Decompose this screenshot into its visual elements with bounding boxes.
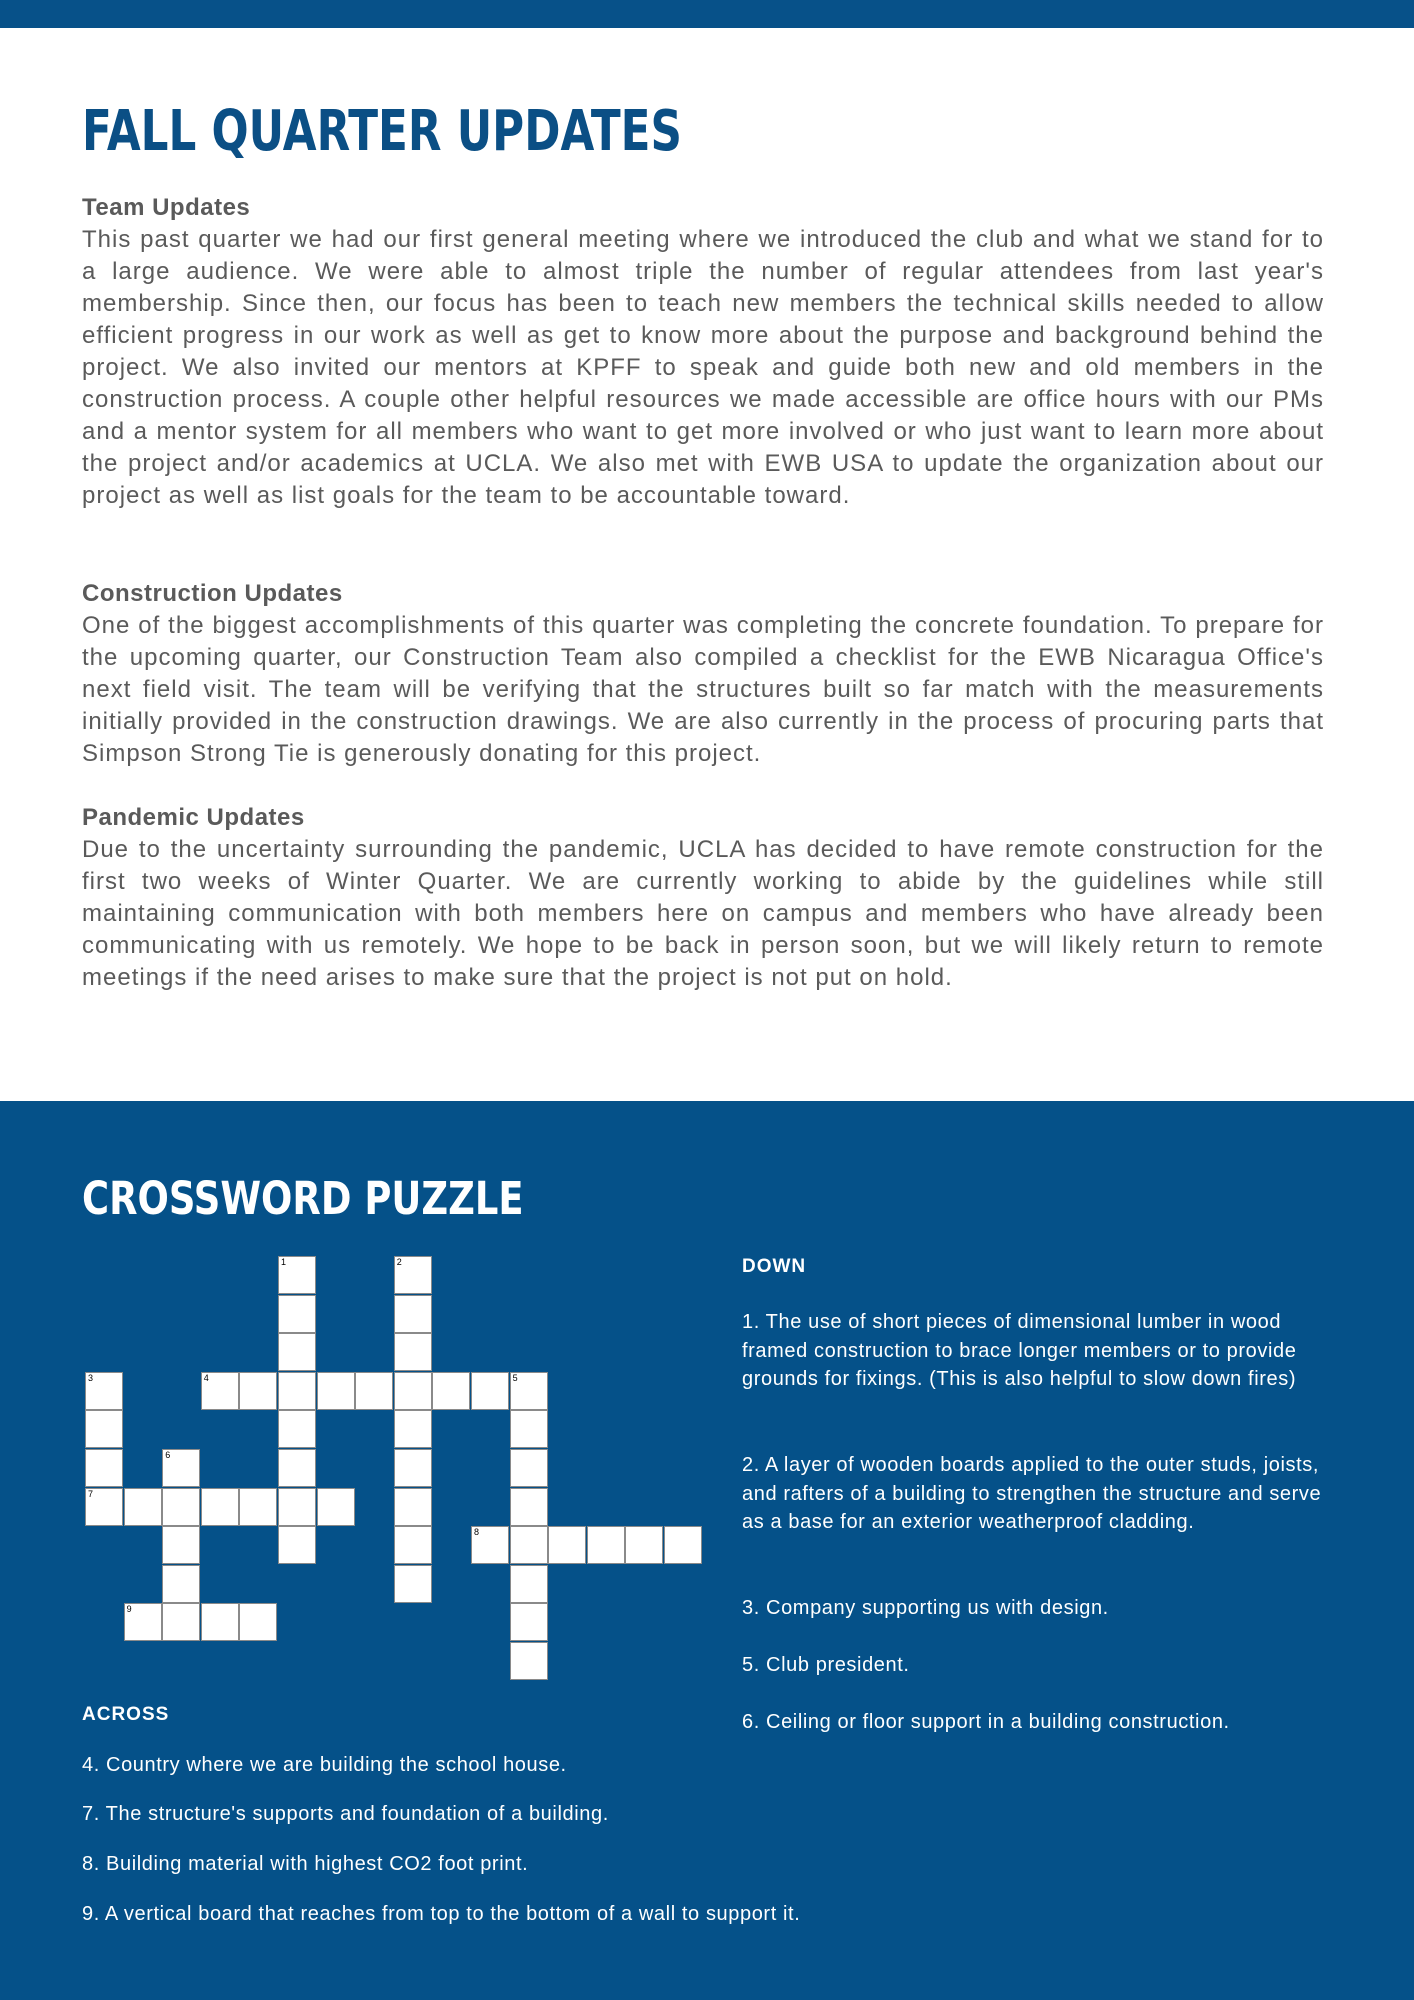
crossword-cell[interactable] bbox=[394, 1372, 432, 1410]
team-updates-heading: Team Updates bbox=[82, 194, 251, 221]
clue-number: 7 bbox=[88, 1488, 94, 1499]
down-heading: DOWN bbox=[742, 1256, 807, 1277]
crossword-cell[interactable] bbox=[394, 1256, 432, 1294]
crossword-cell[interactable] bbox=[394, 1449, 432, 1487]
crossword-cell[interactable] bbox=[278, 1256, 316, 1294]
crossword-cell[interactable] bbox=[510, 1603, 548, 1641]
crossword-cell[interactable] bbox=[239, 1372, 277, 1410]
crossword-cell[interactable] bbox=[355, 1372, 393, 1410]
crossword-cell[interactable] bbox=[317, 1488, 355, 1526]
down-clue: 2. A layer of wooden boards applied to the outer studs, joists, and rafters of a building to strengthen the structure and serve as a base for an exterior weatherproof cladding. bbox=[742, 1454, 1322, 1533]
construction-updates-body: One of the biggest accomplishments of this quarter was completing the concrete foundation. To prepare for the upcoming quarter, our Construction Team also compiled a checklist for the EWB Nicaragua Office's next field visit. The team will be verifying that the structures built so far match with the measurements initially provided in the construction drawings. We are also currently in the process of procuring parts that Simpson Strong Tie is generously donating for this project. bbox=[82, 612, 1324, 767]
clue-number: 4 bbox=[203, 1372, 209, 1383]
crossword-cell[interactable] bbox=[510, 1642, 548, 1680]
crossword-cell[interactable] bbox=[162, 1603, 200, 1641]
pandemic-updates-heading: Pandemic Updates bbox=[82, 804, 305, 831]
crossword-cell[interactable] bbox=[510, 1488, 548, 1526]
crossword-cell[interactable] bbox=[85, 1410, 123, 1448]
crossword-cell[interactable] bbox=[394, 1295, 432, 1333]
team-updates-section bbox=[82, 192, 1324, 512]
clue-number: 3 bbox=[88, 1372, 94, 1383]
crossword-cell[interactable] bbox=[510, 1526, 548, 1564]
pandemic-updates-body: Due to the uncertainty surrounding the pandemic, UCLA has decided to have remote construction for the first two weeks of Winter Quarter. We are currently working to abide by the guidelines while still maintaining communication with both members here on campus and members who have already been communicating with us remotely. We hope to be back in person soon, but we will likely return to remote meetings if the need arises to make sure that the project is not put on hold. bbox=[82, 836, 1324, 991]
construction-updates-heading: Construction Updates bbox=[82, 580, 343, 607]
crossword-cell[interactable] bbox=[278, 1372, 316, 1410]
crossword-cell[interactable] bbox=[394, 1526, 432, 1564]
clue-number: 9 bbox=[126, 1604, 132, 1615]
down-clue: 6. Ceiling or floor support in a building construction. bbox=[742, 1711, 1230, 1733]
crossword-cell[interactable] bbox=[201, 1372, 239, 1410]
crossword-cell[interactable] bbox=[510, 1372, 548, 1410]
crossword-cell[interactable] bbox=[510, 1565, 548, 1603]
crossword-cell[interactable] bbox=[278, 1333, 316, 1371]
top-banner bbox=[0, 0, 1414, 28]
construction-updates-section bbox=[82, 578, 1324, 770]
crossword-cell[interactable] bbox=[625, 1526, 663, 1564]
clue-number: 8 bbox=[474, 1527, 480, 1538]
crossword-section bbox=[0, 1101, 1414, 2000]
across-clue: 9. A vertical board that reaches from top to the bottom of a wall to support it. bbox=[82, 1903, 801, 1925]
crossword-cell[interactable] bbox=[124, 1488, 162, 1526]
crossword-cell[interactable] bbox=[394, 1488, 432, 1526]
down-clue: 1. The use of short pieces of dimensional lumber in wood framed construction to brace longer members or to provide grounds for fixings. (This is also helpful to slow down fires) bbox=[742, 1311, 1297, 1390]
crossword-cell[interactable] bbox=[510, 1410, 548, 1448]
crossword-cell[interactable] bbox=[278, 1410, 316, 1448]
crossword-cell[interactable] bbox=[278, 1449, 316, 1487]
crossword-cell[interactable] bbox=[394, 1410, 432, 1448]
clue-number: 2 bbox=[396, 1257, 402, 1267]
crossword-cell[interactable] bbox=[471, 1526, 509, 1564]
crossword-cell[interactable] bbox=[510, 1449, 548, 1487]
across-clue: 4. Country where we are building the school house. bbox=[82, 1754, 567, 1776]
page-title: FALL QUARTER UPDATES bbox=[82, 99, 682, 164]
crossword-cell[interactable] bbox=[587, 1526, 625, 1564]
crossword-cell[interactable] bbox=[201, 1488, 239, 1526]
down-clue: 5. Club president. bbox=[742, 1654, 910, 1676]
crossword-cell[interactable] bbox=[85, 1488, 123, 1526]
crossword-title: CROSSWORD PUZZLE bbox=[82, 1172, 524, 1225]
crossword-cell[interactable] bbox=[317, 1372, 355, 1410]
crossword-cell[interactable] bbox=[394, 1333, 432, 1371]
pandemic-updates-section bbox=[82, 802, 1324, 994]
crossword-cell[interactable] bbox=[471, 1372, 509, 1410]
across-clue: 8. Building material with highest CO2 foot print. bbox=[82, 1853, 529, 1875]
crossword-cell[interactable] bbox=[201, 1603, 239, 1641]
crossword-cell[interactable] bbox=[432, 1372, 470, 1410]
crossword-cell[interactable] bbox=[278, 1488, 316, 1526]
crossword-cell[interactable] bbox=[85, 1449, 123, 1487]
crossword-cell[interactable] bbox=[664, 1526, 702, 1564]
clue-number: 1 bbox=[281, 1257, 287, 1267]
across-heading: ACROSS bbox=[82, 1704, 170, 1725]
crossword-cell[interactable] bbox=[548, 1526, 586, 1564]
crossword-cell[interactable] bbox=[85, 1372, 123, 1410]
down-clue: 3. Company supporting us with design. bbox=[742, 1597, 1109, 1619]
clue-number: 6 bbox=[165, 1450, 171, 1460]
crossword-cell[interactable] bbox=[162, 1565, 200, 1603]
team-updates-body: This past quarter we had our first general meeting where we introduced the club and what we stand for to a large audience. We were able to almost triple the number of regular attendees from last year's membership. Since then, our focus has been to teach new members the technical skills needed to allow efficient progress in our work as well as get to know more about the purpose and background behind the project. We also invited our mentors at KPFF to speak and guide both new and old members in the construction process. A couple other helpful resources we made accessible are office hours with our PMs and a mentor system for all members who want to get more involved or who just want to learn more about the project and/or academics at UCLA. We also met with EWB USA to update the organization about our project as well as list goals for the team to be accountable toward. bbox=[82, 226, 1324, 509]
crossword-cell[interactable] bbox=[278, 1295, 316, 1333]
crossword-cell[interactable] bbox=[239, 1603, 277, 1641]
crossword-cell[interactable] bbox=[124, 1603, 162, 1641]
crossword-cell[interactable] bbox=[239, 1488, 277, 1526]
crossword-cell[interactable] bbox=[162, 1449, 200, 1487]
crossword-cell[interactable] bbox=[162, 1488, 200, 1526]
across-clue: 7. The structure's supports and foundation of a building. bbox=[82, 1803, 609, 1825]
crossword-cell[interactable] bbox=[394, 1565, 432, 1603]
crossword-cell[interactable] bbox=[278, 1526, 316, 1564]
crossword-cell[interactable] bbox=[162, 1526, 200, 1564]
clue-number: 5 bbox=[512, 1372, 518, 1383]
